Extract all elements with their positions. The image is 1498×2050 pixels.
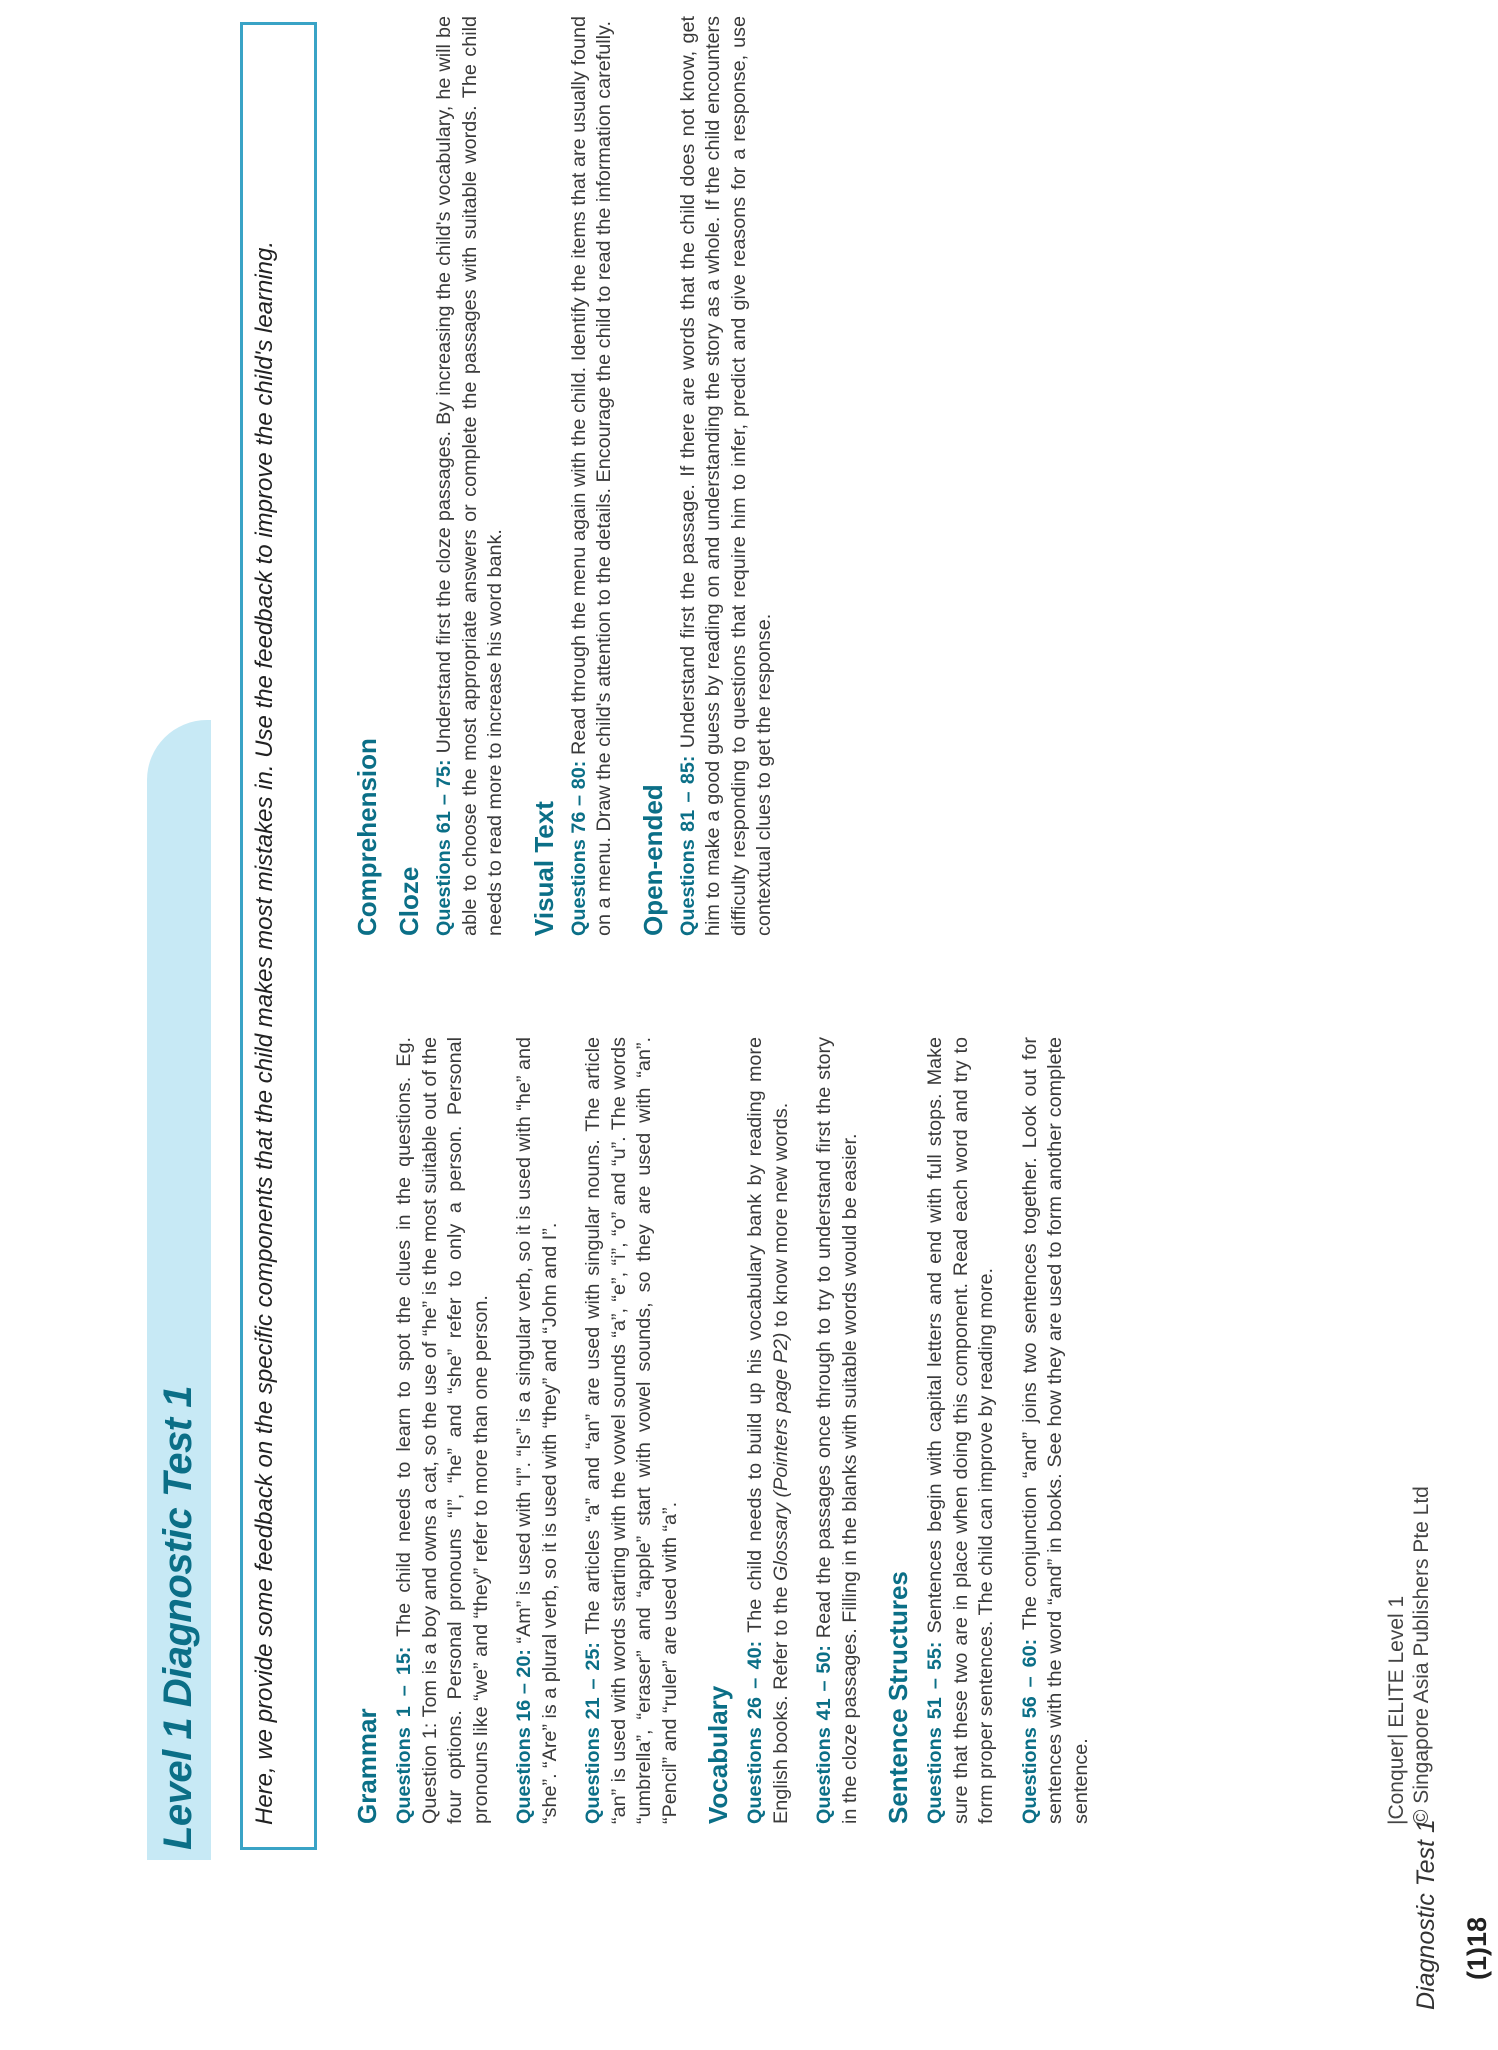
feedback-text: Read the passages once through to try to understand first the story in the cloze passages. Filling in the blanks with suitable words would be easier. bbox=[813, 1037, 861, 1824]
open-ended-heading: Open-ended bbox=[637, 784, 668, 936]
page-number: (1)18 bbox=[1462, 1916, 1492, 1980]
page-title: Level 1 Diagnostic Test 1 bbox=[156, 1386, 200, 1850]
right-column bbox=[350, 16, 796, 936]
glossary-reference: Glossary (Pointers page P2) bbox=[769, 1332, 792, 1581]
feedback-q76-80 bbox=[567, 16, 618, 936]
question-label: Questions 1 – 15: bbox=[393, 1646, 415, 1824]
feedback-text: Understand first the passage. If there are words that the child does not know, get him to make a good guess by reading on and understanding the story as a whole. If the child encounters difficulty responding to questions that require him to infer, predict and give reasons for a response, use contextual clues to get the response. bbox=[676, 16, 775, 936]
footer-copyright: © Singapore Asia Publishers Pte Ltd bbox=[1410, 1486, 1433, 1825]
feedback-q51-55 bbox=[923, 1037, 1000, 1824]
question-label: Questions 41 – 50: bbox=[813, 1645, 835, 1824]
feedback-q1-15 bbox=[392, 1037, 494, 1824]
feedback-q56-60 bbox=[1018, 1037, 1095, 1824]
comprehension-heading: Comprehension bbox=[352, 738, 382, 936]
feedback-text: The child needs to learn to spot the clues in the questions. Eg. Question 1: Tom is a boy and owns a cat, so the use of “he” is the most suitable out of the four options. Personal pronouns “I”, “he” and “she” refer to only a person. Personal pronouns like “we” and “they” refer to more than one person. bbox=[393, 1037, 492, 1824]
feedback-text: “Am” is used with “I”. “Is” is a singular verb, so it is used with “he” and “she”. “Are” is a plural verb, so it is used with “they” and “John and I”. bbox=[513, 1037, 561, 1824]
intro-box: Here, we provide some feedback on the specific components that the child makes most mistakes in. Use the feedback to improve the child's learning. bbox=[240, 22, 317, 1850]
feedback-text: The conjunction “and” joins two sentences together. Look out for sentences with the word “and” in books. See how they are used to form another complete sentence. bbox=[1018, 1037, 1092, 1824]
question-label: Questions 51 – 55: bbox=[924, 1641, 946, 1824]
feedback-q26-40 bbox=[743, 1037, 794, 1824]
grammar-heading: Grammar bbox=[352, 1708, 382, 1824]
feedback-q41-50 bbox=[812, 1037, 863, 1824]
question-label: Questions 26 – 40: bbox=[744, 1640, 766, 1824]
feedback-q61-75 bbox=[432, 16, 509, 936]
feedback-q16-20 bbox=[512, 1037, 563, 1824]
visual-text-heading: Visual Text bbox=[528, 801, 559, 936]
question-label: Questions 61 – 75: bbox=[433, 759, 455, 936]
question-label: Questions 76 – 80: bbox=[567, 760, 590, 936]
question-label: Questions 81 – 85: bbox=[676, 755, 699, 936]
feedback-text: Understand first the cloze passages. By increasing the child's vocabulary, he will be able to choose the most appropriate answers or complete the passages with suitable words. The child needs to read more to increase his word bank. bbox=[433, 16, 506, 936]
feedback-q21-25 bbox=[581, 1037, 683, 1824]
page-label: Diagnostic Test 1 bbox=[1412, 1819, 1440, 2010]
question-label: Questions 16 – 20: bbox=[513, 1649, 535, 1824]
cloze-heading: Cloze bbox=[394, 866, 424, 936]
feedback-text: The child needs to build up his vocabulary bank by reading more English books. Refer to the bbox=[744, 1036, 792, 1824]
feedback-text: The articles “a” and “an” are used with singular nouns. The article “an” is used with words starting with the vowel sounds “a”, “e”, “i”, “o” and “u”. The words “umbrella”, “eraser” and “apple” start with vowel sounds, so they are used with “an”. “Pencil” and “ruler” are used with “a”. bbox=[582, 1036, 681, 1824]
question-label: Questions 21 – 25: bbox=[582, 1642, 604, 1824]
feedback-text: Read through the menu again with the child. Identify the items that are usually found on a menu. Draw the child's attention to the details. Encourage the child to read the information carefully. bbox=[567, 16, 615, 936]
feedback-text: Sentences begin with capital letters and end with full stops. Make sure that these two are in place when doing this component. Read each word and try to form proper sentences. The child can improve by reading more. bbox=[924, 1037, 997, 1824]
feedback-q81-85 bbox=[676, 16, 778, 936]
footer-series: |Conquer| ELITE Level 1 bbox=[1385, 1595, 1408, 1825]
question-label: Questions 56 – 60: bbox=[1018, 1638, 1041, 1824]
left-column bbox=[350, 1037, 1112, 1824]
sentence-structures-heading: Sentence Structures bbox=[883, 1571, 913, 1824]
feedback-text: to know more new words. bbox=[769, 1102, 792, 1333]
vocabulary-heading: Vocabulary bbox=[703, 1685, 733, 1824]
